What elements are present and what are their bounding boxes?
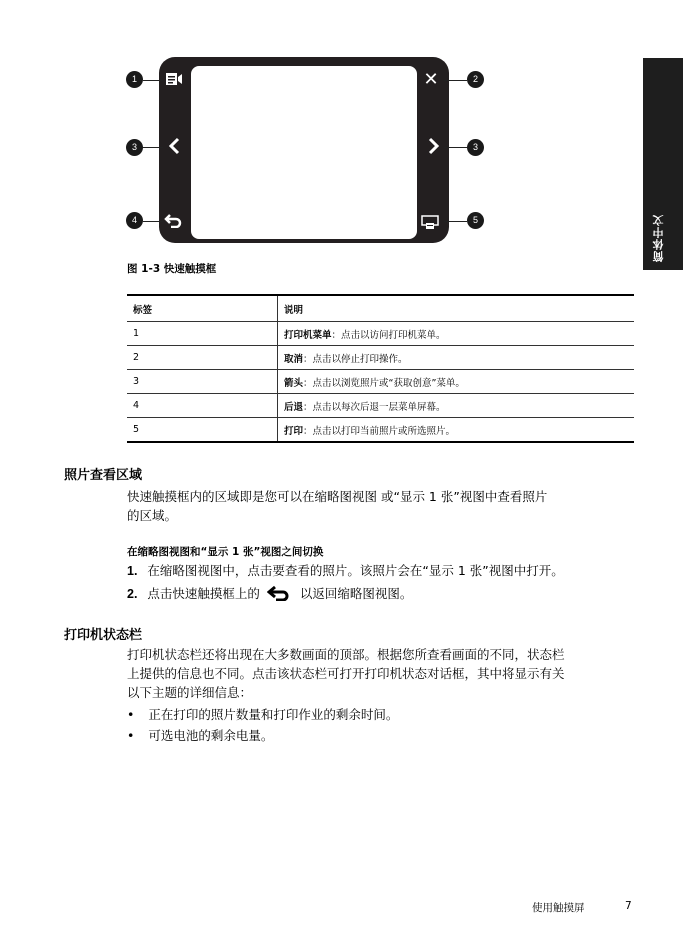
language-tab-label: 简体中文	[652, 214, 665, 262]
callout-5: 5	[467, 212, 484, 229]
subsection-heading: 在缩略图视图和“显示 1 张”视图之间切换	[127, 546, 324, 558]
table-row	[127, 418, 634, 443]
figure-caption: 图 1-3 快速触摸框	[127, 263, 217, 275]
row-term: 取消	[284, 353, 304, 365]
row-desc-text: ：点击以停止打印操作。	[303, 353, 408, 365]
row-desc-text: ：点击以每次后退一层菜单屏幕。	[303, 401, 446, 413]
section-body	[127, 487, 635, 525]
language-tab	[643, 58, 683, 270]
section-heading-status-bar: 打印机状态栏	[64, 628, 143, 643]
chevron-left-icon	[164, 137, 184, 157]
row-description	[278, 418, 635, 443]
list-item	[127, 705, 398, 724]
row-label: 1	[127, 322, 278, 346]
row-description	[278, 394, 635, 418]
row-term: 箭头	[284, 377, 304, 389]
step-text: 点击快速触摸框上的	[147, 586, 260, 601]
section-heading-photo-area: 照片查看区域	[64, 468, 143, 483]
callout-3-right: 3	[467, 139, 484, 156]
table-row	[127, 346, 634, 370]
leader-line	[143, 221, 163, 222]
step-number: 2.	[127, 587, 138, 601]
row-description	[278, 322, 635, 346]
step-1	[127, 561, 564, 581]
callout-4: 4	[126, 212, 143, 229]
row-label: 4	[127, 394, 278, 418]
step-text: 在缩略图视图中，点击要查看的照片。该照片会在“显示 1 张”视图中打开。	[147, 563, 564, 578]
callout-legend-table	[127, 294, 634, 443]
table-row	[127, 394, 634, 418]
row-description	[278, 346, 635, 370]
row-description	[278, 370, 635, 394]
row-desc-text: ：点击以打印当前照片或所选照片。	[303, 425, 456, 437]
page-number: 7	[625, 900, 632, 912]
menu-icon	[164, 71, 184, 91]
table-row	[127, 370, 634, 394]
leader-line	[444, 147, 467, 148]
bullet-text: 正在打印的照片数量和打印作业的剩余时间。	[148, 707, 399, 722]
list-item	[127, 726, 273, 745]
callout-3-left: 3	[126, 139, 143, 156]
row-term: 后退	[284, 401, 304, 413]
section-body	[127, 645, 635, 702]
row-desc-text: ：点击以浏览照片或“获取创意”菜单。	[303, 377, 465, 389]
leader-line	[444, 221, 467, 222]
bullet-text: 可选电池的剩余电量。	[148, 728, 274, 743]
photo-viewing-area	[191, 66, 417, 239]
row-label: 2	[127, 346, 278, 370]
body-line: 上提供的信息也不同。点击该状态栏可打开打印机状态对话框，其中将显示有关	[127, 666, 565, 681]
chevron-right-icon	[424, 137, 444, 157]
bullet-dot: •	[127, 707, 135, 722]
row-label: 5	[127, 418, 278, 443]
row-term: 打印机菜单	[284, 329, 332, 341]
body-line: 的区域。	[127, 508, 178, 523]
column-header-description: 说明	[278, 295, 635, 322]
leader-line	[143, 147, 163, 148]
step-number: 1.	[127, 564, 138, 578]
body-line: 打印机状态栏还将出现在大多数画面的顶部。根据您所查看画面的不同，状态栏	[127, 647, 565, 662]
table-header-row	[127, 295, 634, 322]
body-line: 以下主题的详细信息：	[127, 685, 253, 700]
row-term: 打印	[284, 425, 304, 437]
close-icon: ✕	[423, 69, 439, 90]
leader-line	[143, 80, 163, 81]
column-header-label: 标签	[127, 295, 278, 322]
back-icon	[164, 212, 184, 232]
callout-1: 1	[126, 71, 143, 88]
step-2	[127, 584, 412, 606]
print-icon	[420, 214, 440, 234]
step-text-end: 以返回缩略图视图。	[299, 586, 413, 601]
row-label: 3	[127, 370, 278, 394]
footer-section-title: 使用触摸屏	[532, 902, 585, 914]
callout-2: 2	[467, 71, 484, 88]
body-line: 快速触摸框内的区域即是您可以在缩略图视图 或“显示 1 张”视图中查看照片	[127, 489, 548, 504]
bullet-dot: •	[127, 728, 135, 743]
leader-line	[444, 80, 467, 81]
back-icon	[267, 585, 293, 606]
table-row	[127, 322, 634, 346]
row-desc-text: ：点击以访问打印机菜单。	[331, 329, 446, 341]
